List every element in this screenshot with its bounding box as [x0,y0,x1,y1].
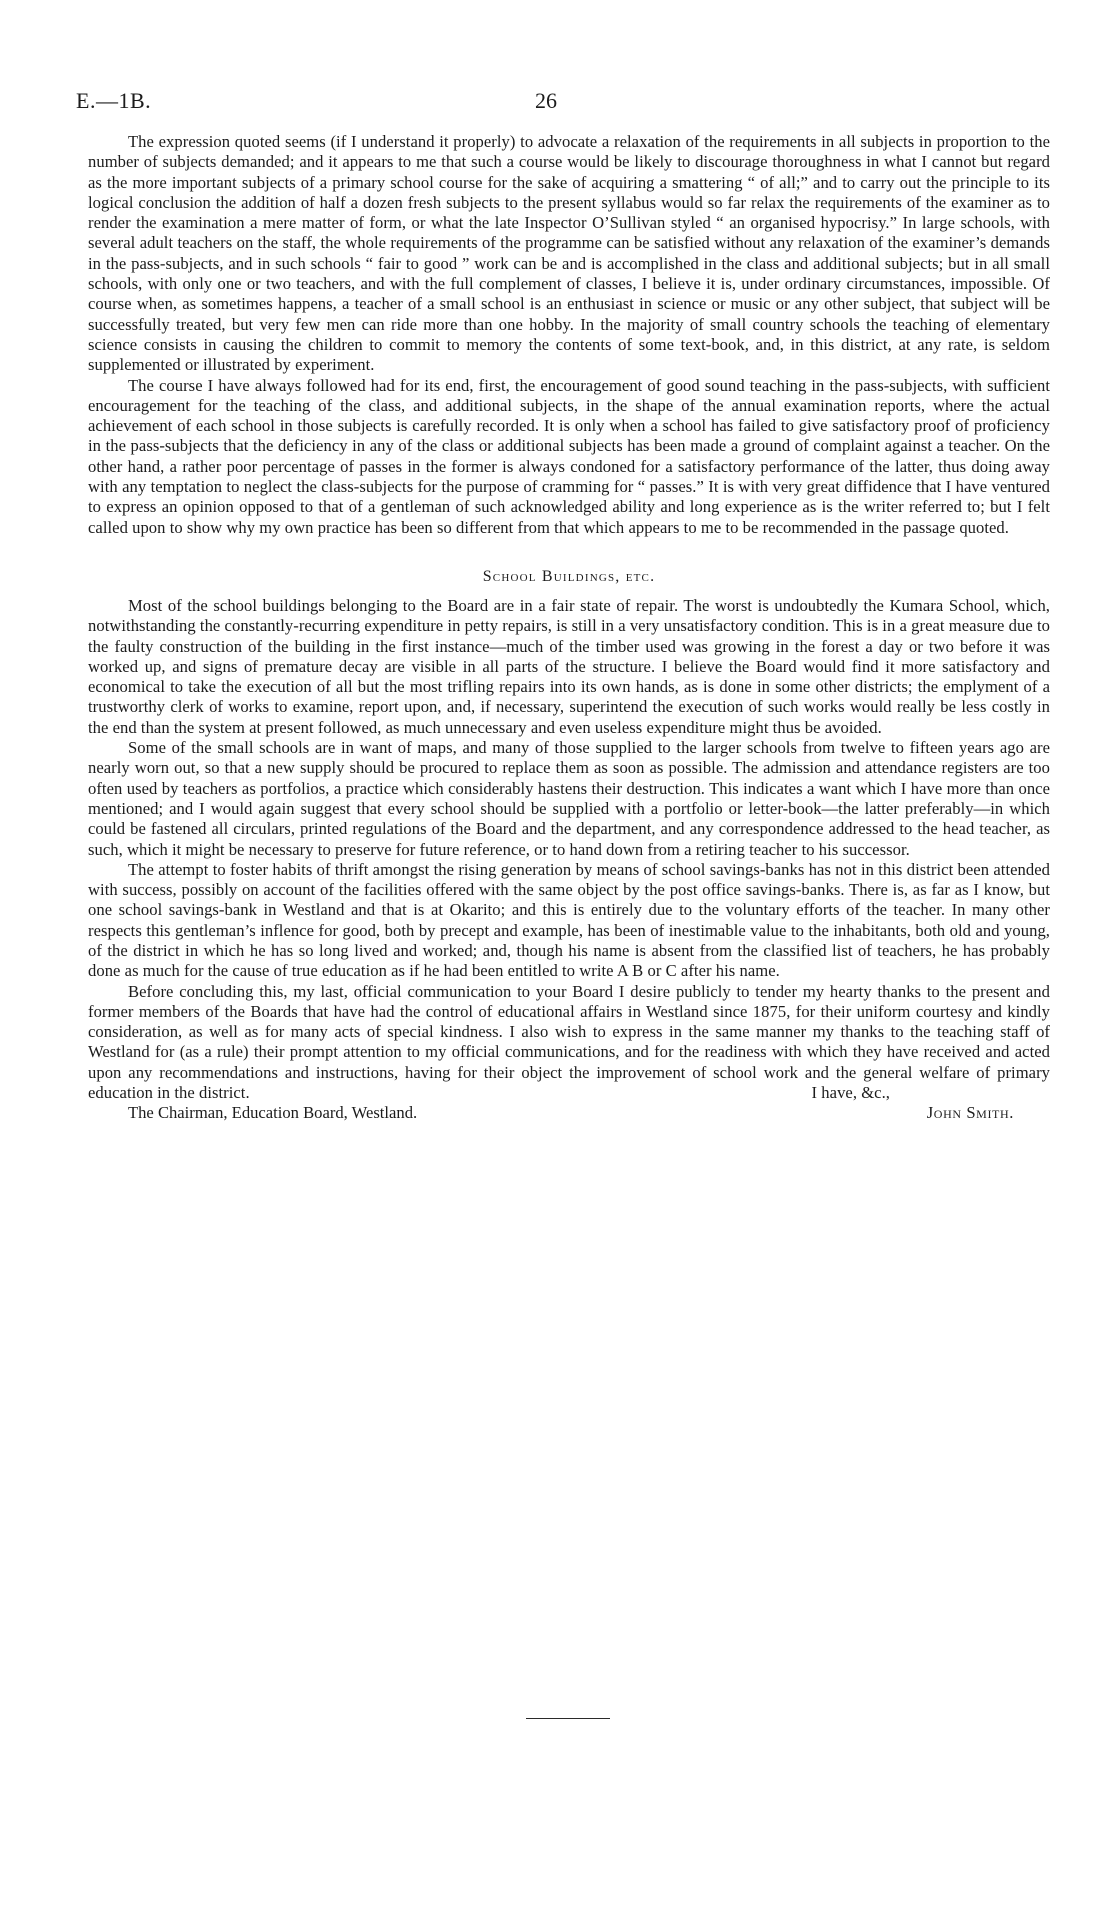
section-heading: School Buildings, etc. [482,567,656,585]
document-reference: E.—1B. [76,88,152,113]
addressee: The Chairman, Education Board, Westland. [128,1103,418,1123]
end-rule [526,1718,610,1719]
paragraph-subjects-relaxation: The expression quoted seems (if I understand it properly) to advocate a relaxation of the requirements in all subjects in proportion to the number of subjects demanded; and it appears to me that such a course would be likely to discourage thoroughness in what I cannot but regard as the more important subjects of a primary school course for the sake of acquiring a smattering “ of all;” and to carry out the principle to its logical conclusion the addition of half a dozen fresh subjects to the present syllabus would so far relax the requirements of the examiner as to render the examination a mere matter of form, or what the late Inspector O’Sullivan styled “ an organised hypocrisy.” In large schools, with several adult teachers on the staff, the whole requirements of the programme can be satisfied without any relaxation of the examiner’s demands in the pass-subjects, and in such schools “ fair to good ” work can be and is accomplished in the class and additional subjects; but in all small schools, with only one or two teachers, and with the full complement of classes, I believe it is, under ordinary circumstances, impossible. Of course when, as sometimes happens, a teacher of a small school is an enthusiast in science or music or any other subject, that subject will be successfully treated, but very few men can ride more than one hobby. In the majority of small country schools the teaching of elementary science consists in causing the children to commit to memory the contents of some text-book, and, in this district, at any rate, is seldom supplemented or illustrated by experiment. [88,132,1050,375]
concluding-text: Before concluding this, my last, official communication to your Board I desire publicly to tender my hearty thanks to the present and former members of the Boards that have had the control of educational affairs in Westland since 1875, for their uniform courtesy and kindly consideration, as well as for many acts of special kindness. I also wish to express in the same manner my thanks to the teaching staff of Westland for (as a rule) their prompt attention to my official communications, and for the readiness with which they have received and acted upon any recommendations and instructions, having for their object the improvement of school work and the general welfare of primary education in the district. [88,981,1050,1103]
paragraph-savings-banks: The attempt to foster habits of thrift amongst the rising generation by means of school savings-banks has not in this district been attended with success, possibly on account of the facilities offered with the same object by the post office savings-banks. There is, as far as I know, but one school savings-bank in Westland and that is at Okarito; and this is entirely due to the voluntary efforts of the teacher. In many other respects this gentleman’s inflence for good, both by precept and example, has been of inestimable value to the inhabitants, both old and young, of the district in which he has so long lived and worked; and, though his name is absent from the classified list of teachers, he has probably done as much for the cause of true education as if he had been entitled to write A B or C after his name. [88,859,1050,981]
closing-row [88,1103,1050,1123]
document-body [88,132,1050,1124]
page-header [76,88,1016,118]
paragraph-maps-registers: Some of the small schools are in want of maps, and many of those supplied to the larger schools from twelve to fifteen years ago are nearly worn out, so that a new supply should be procured to replace them as soon as possible. The admission and attendance registers are too often used by teachers as portfolios, a practice which considerably hastens their destruction. This indicates a want which I have more than once mentioned; and I would again suggest that every school should be supplied with a portfolio or letter-book—the latter preferably—in which could be fastened all circulars, printed regulations of the Board and the department, and any correspondence addressed to the head teacher, as such, which it might be necessary to preserve for future reference, or to hand down from a retiring teacher to his successor. [88,738,1050,859]
page-number: 26 [535,88,557,113]
paragraph-school-buildings: Most of the school buildings belonging to the Board are in a fair state of repair. The worst is undoubtedly the Kumara School, which, notwithstanding the constantly-recurring expenditure in petty repairs, is still in a very unsatisfactory condition. This is in a great measure due to the faulty construction of the building in the first instance—much of the timber used was growing in the forest a day or two before it was worked up, and signs of premature decay are visible in all parts of the structure. I believe the Board would find it more satisfactory and economical to take the execution of all but the most trifling repairs into its own hands, as is done in some other districts; the emplyment of a trustworthy clerk of works to examine, report upon, and, if necessary, superintend the execution of such works would really be less costly in the end than the system at present followed, as much unnecessary and even useless expenditure might thus be avoided. [88,595,1050,737]
paragraph-concluding [88,982,1050,1104]
paragraph-course-followed: The course I have always followed had for its end, first, the encouragement of good sound teaching in the pass-subjects, with sufficient encouragement for the teaching of the class, and additional subjects, in the shape of the annual examination reports, where the actual achievement of each school in those subjects is carefully recorded. It is only when a school has failed to give satisfactory proof of proficiency in the pass-subjects that the deficiency in any of the class or additional subjects has been made a ground of complaint against a teacher. On the other hand, a rather poor percentage of passes in the former is always condoned for a satisfactory performance of the latter, thus doing away with any temptation to neglect the class-subjects for the purpose of cramming for “ passes.” It is with very great diffidence that I have ventured to express an opinion opposed to that of a gentleman of such acknowledged ability and long experience as is the writer referred to; but I felt called upon to show why my own practice has been so different from that which appears to me to be recommended in the passage quoted. [88,375,1050,537]
signature: John Smith. [926,1103,1014,1123]
valediction: I have, &c., [811,1083,890,1103]
